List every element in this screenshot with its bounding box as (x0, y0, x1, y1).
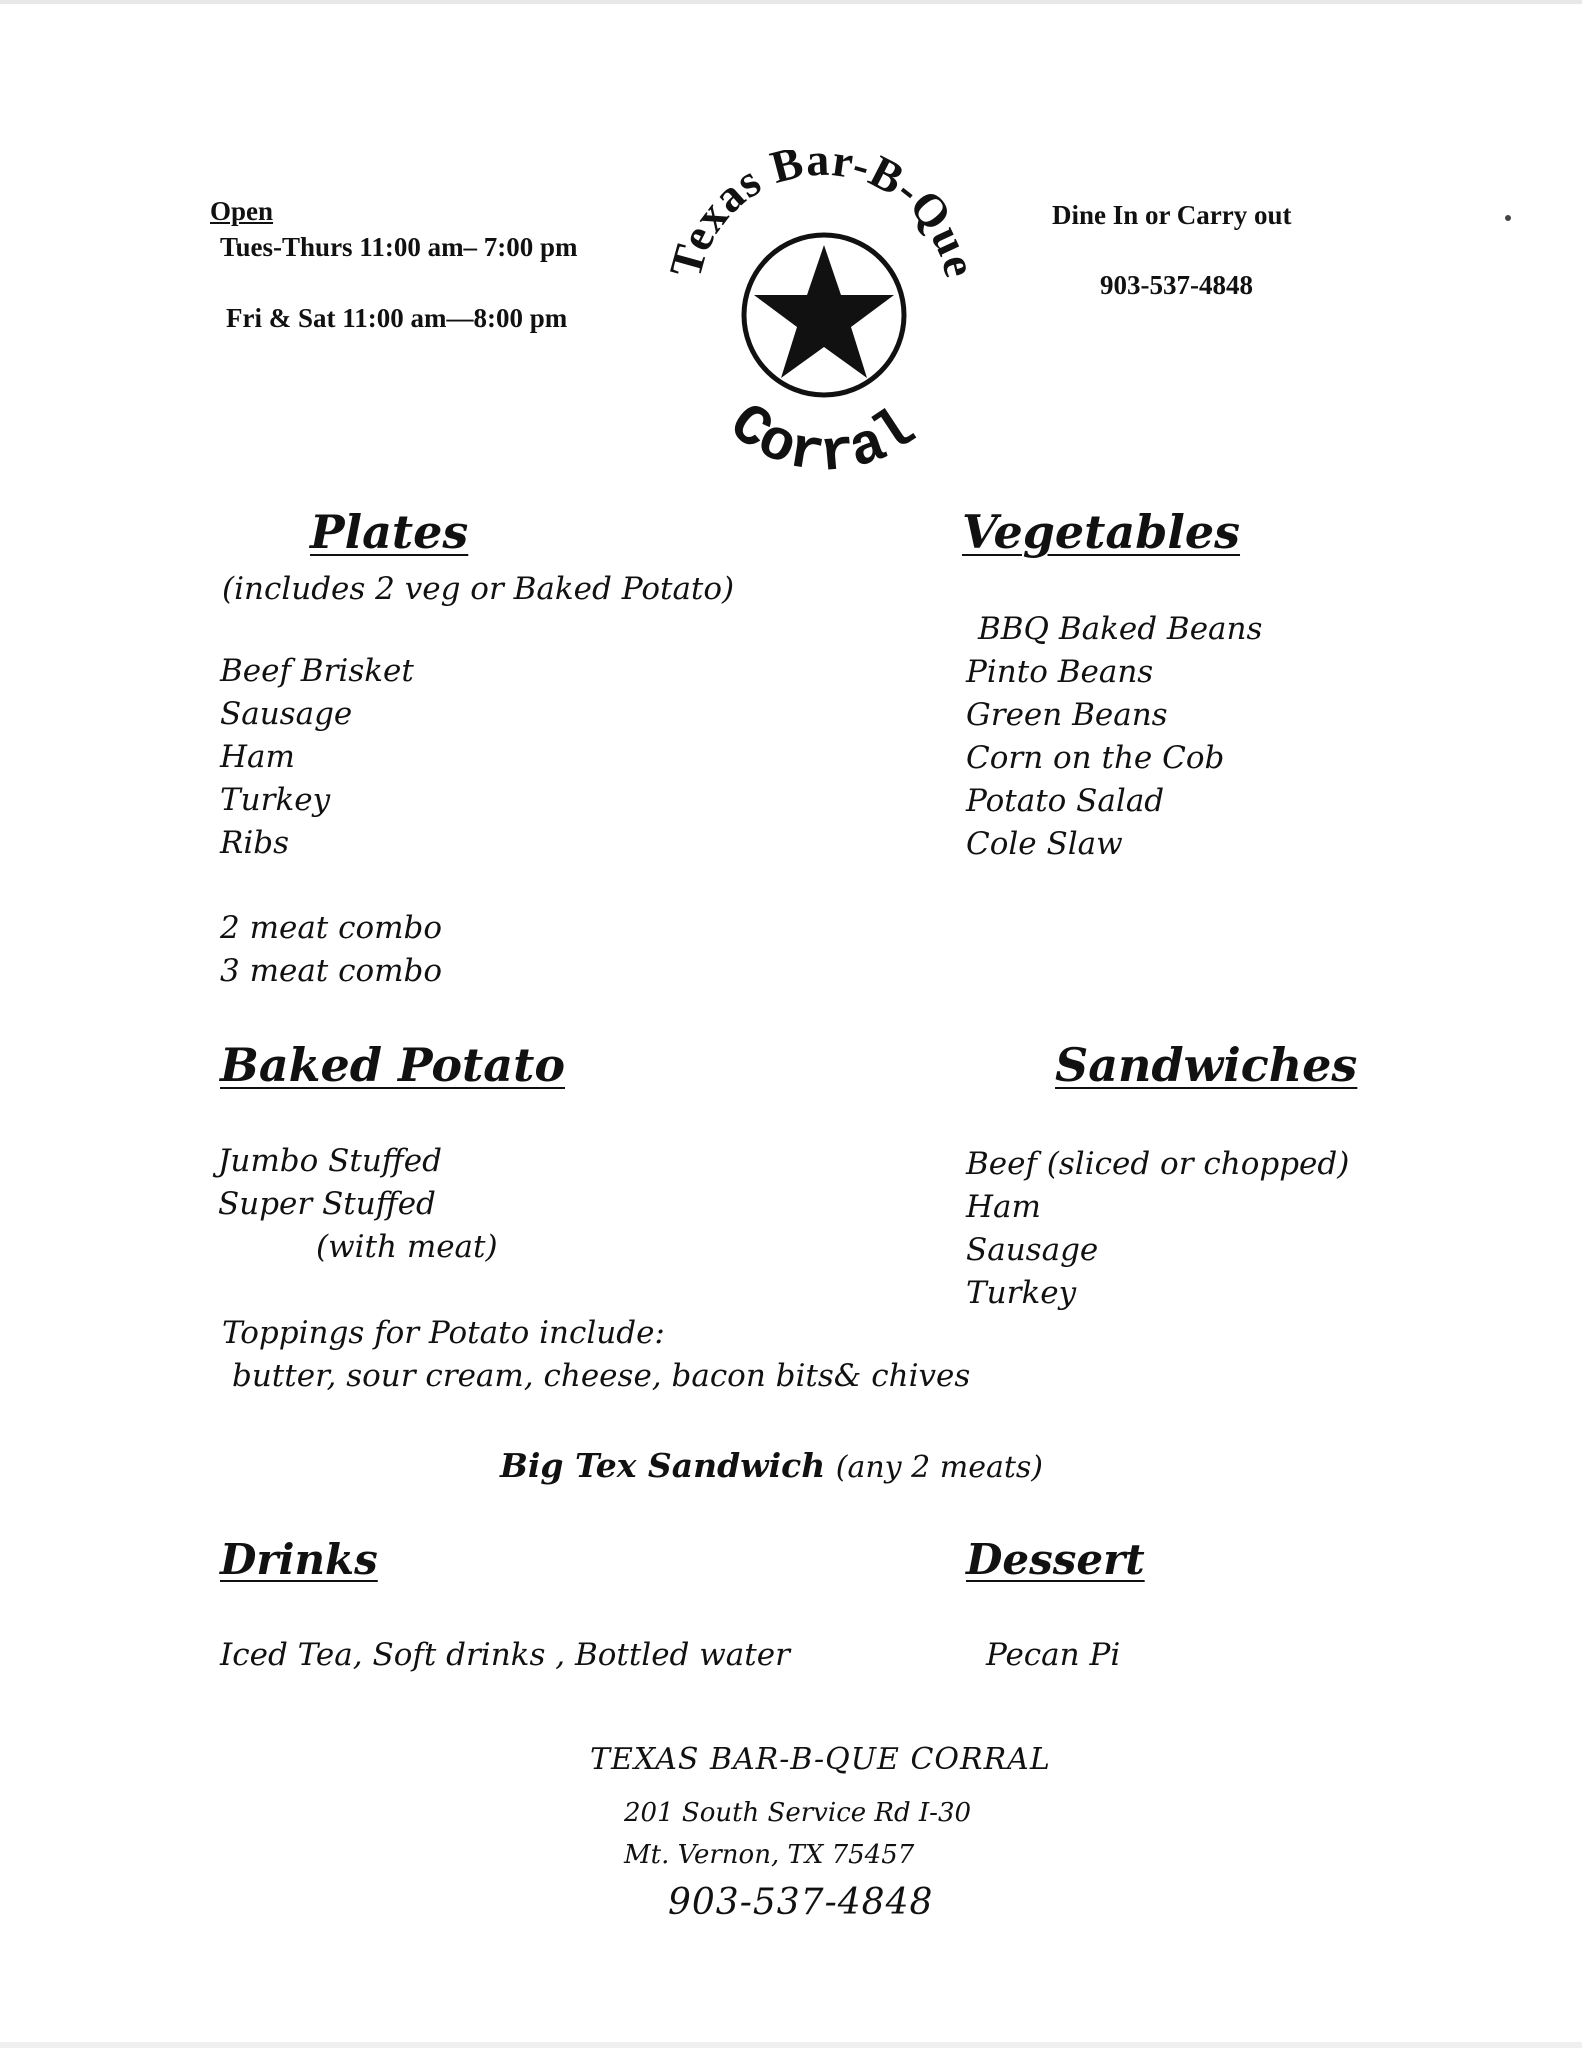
dessert-list: Pecan Pi (986, 1637, 1121, 1673)
service-type: Dine In or Carry out (1052, 200, 1292, 230)
list-item: Ribs (220, 825, 290, 861)
vegetables-list (966, 608, 1262, 866)
drinks-list: Iced Tea, Soft drinks , Bottled water (220, 1637, 790, 1673)
list-item: Turkey (966, 1275, 1077, 1311)
toppings-list: butter, sour cream, cheese, bacon bits& chives (232, 1358, 971, 1394)
list-item: Ham (966, 1189, 1041, 1225)
list-item: Cole Slaw (966, 826, 1123, 862)
list-item: 2 meat combo (220, 910, 443, 946)
list-item: Pinto Beans (966, 654, 1154, 690)
footer-name: TEXAS BAR-B-QUE CORRAL (590, 1742, 1051, 1777)
star-icon (744, 235, 904, 395)
sandwiches-heading: Sandwiches (1055, 1038, 1358, 1092)
baked-potato-heading: Baked Potato (220, 1038, 566, 1092)
plates-note: (includes 2 veg or Baked Potato) (222, 571, 735, 607)
hours-weekday: Tues-Thurs 11:00 am– 7:00 pm (220, 232, 578, 262)
list-item: Super Stuffed (218, 1186, 436, 1222)
list-item: Potato Salad (966, 783, 1165, 819)
scan-speck (1505, 215, 1511, 221)
drinks-heading: Drinks (220, 1535, 378, 1584)
header-phone: 903-537-4848 (1100, 270, 1253, 300)
scan-edge-bottom (0, 2042, 1582, 2048)
footer-address-line1: 201 South Service Rd I-30 (624, 1798, 972, 1828)
hours-weekend: Fri & Sat 11:00 am—8:00 pm (226, 303, 568, 333)
footer-address-line2: Mt. Vernon, TX 75457 (624, 1840, 915, 1870)
baked-potato-note: (with meat) (316, 1229, 498, 1265)
list-item: Sausage (220, 696, 353, 732)
scan-edge-top (0, 0, 1582, 4)
toppings-label: Toppings for Potato include: (222, 1315, 665, 1351)
big-tex-note: (any 2 meats) (835, 1450, 1043, 1485)
list-item: Turkey (220, 782, 331, 818)
logo-bottom-text: Corral (716, 392, 929, 470)
plates-heading: Plates (310, 505, 469, 559)
dessert-heading: Dessert (966, 1535, 1145, 1584)
logo-top-text: exas Bar-B-Qu (669, 150, 978, 264)
list-item: Jumbo Stuffed (218, 1143, 442, 1179)
list-item: Green Beans (966, 697, 1168, 733)
list-item: Beef (sliced or chopped) (966, 1146, 1350, 1182)
restaurant-logo (668, 150, 978, 470)
combo-list (220, 907, 442, 993)
sandwiches-list (966, 1143, 1349, 1315)
list-item: Sausage (966, 1232, 1099, 1268)
open-label: Open (210, 196, 274, 226)
list-item: Ham (220, 739, 295, 775)
list-item: BBQ Baked Beans (978, 611, 1263, 647)
plates-list (220, 650, 414, 865)
list-item: Beef Brisket (220, 653, 414, 689)
big-tex-name: Big Tex Sandwich (500, 1446, 826, 1485)
vegetables-heading: Vegetables (962, 505, 1241, 559)
big-tex-line (500, 1446, 1043, 1485)
list-item: Corn on the Cob (966, 740, 1225, 776)
baked-potato-list (218, 1140, 442, 1226)
footer-phone: 903-537-4848 (668, 1882, 934, 1923)
list-item: 3 meat combo (220, 953, 443, 989)
